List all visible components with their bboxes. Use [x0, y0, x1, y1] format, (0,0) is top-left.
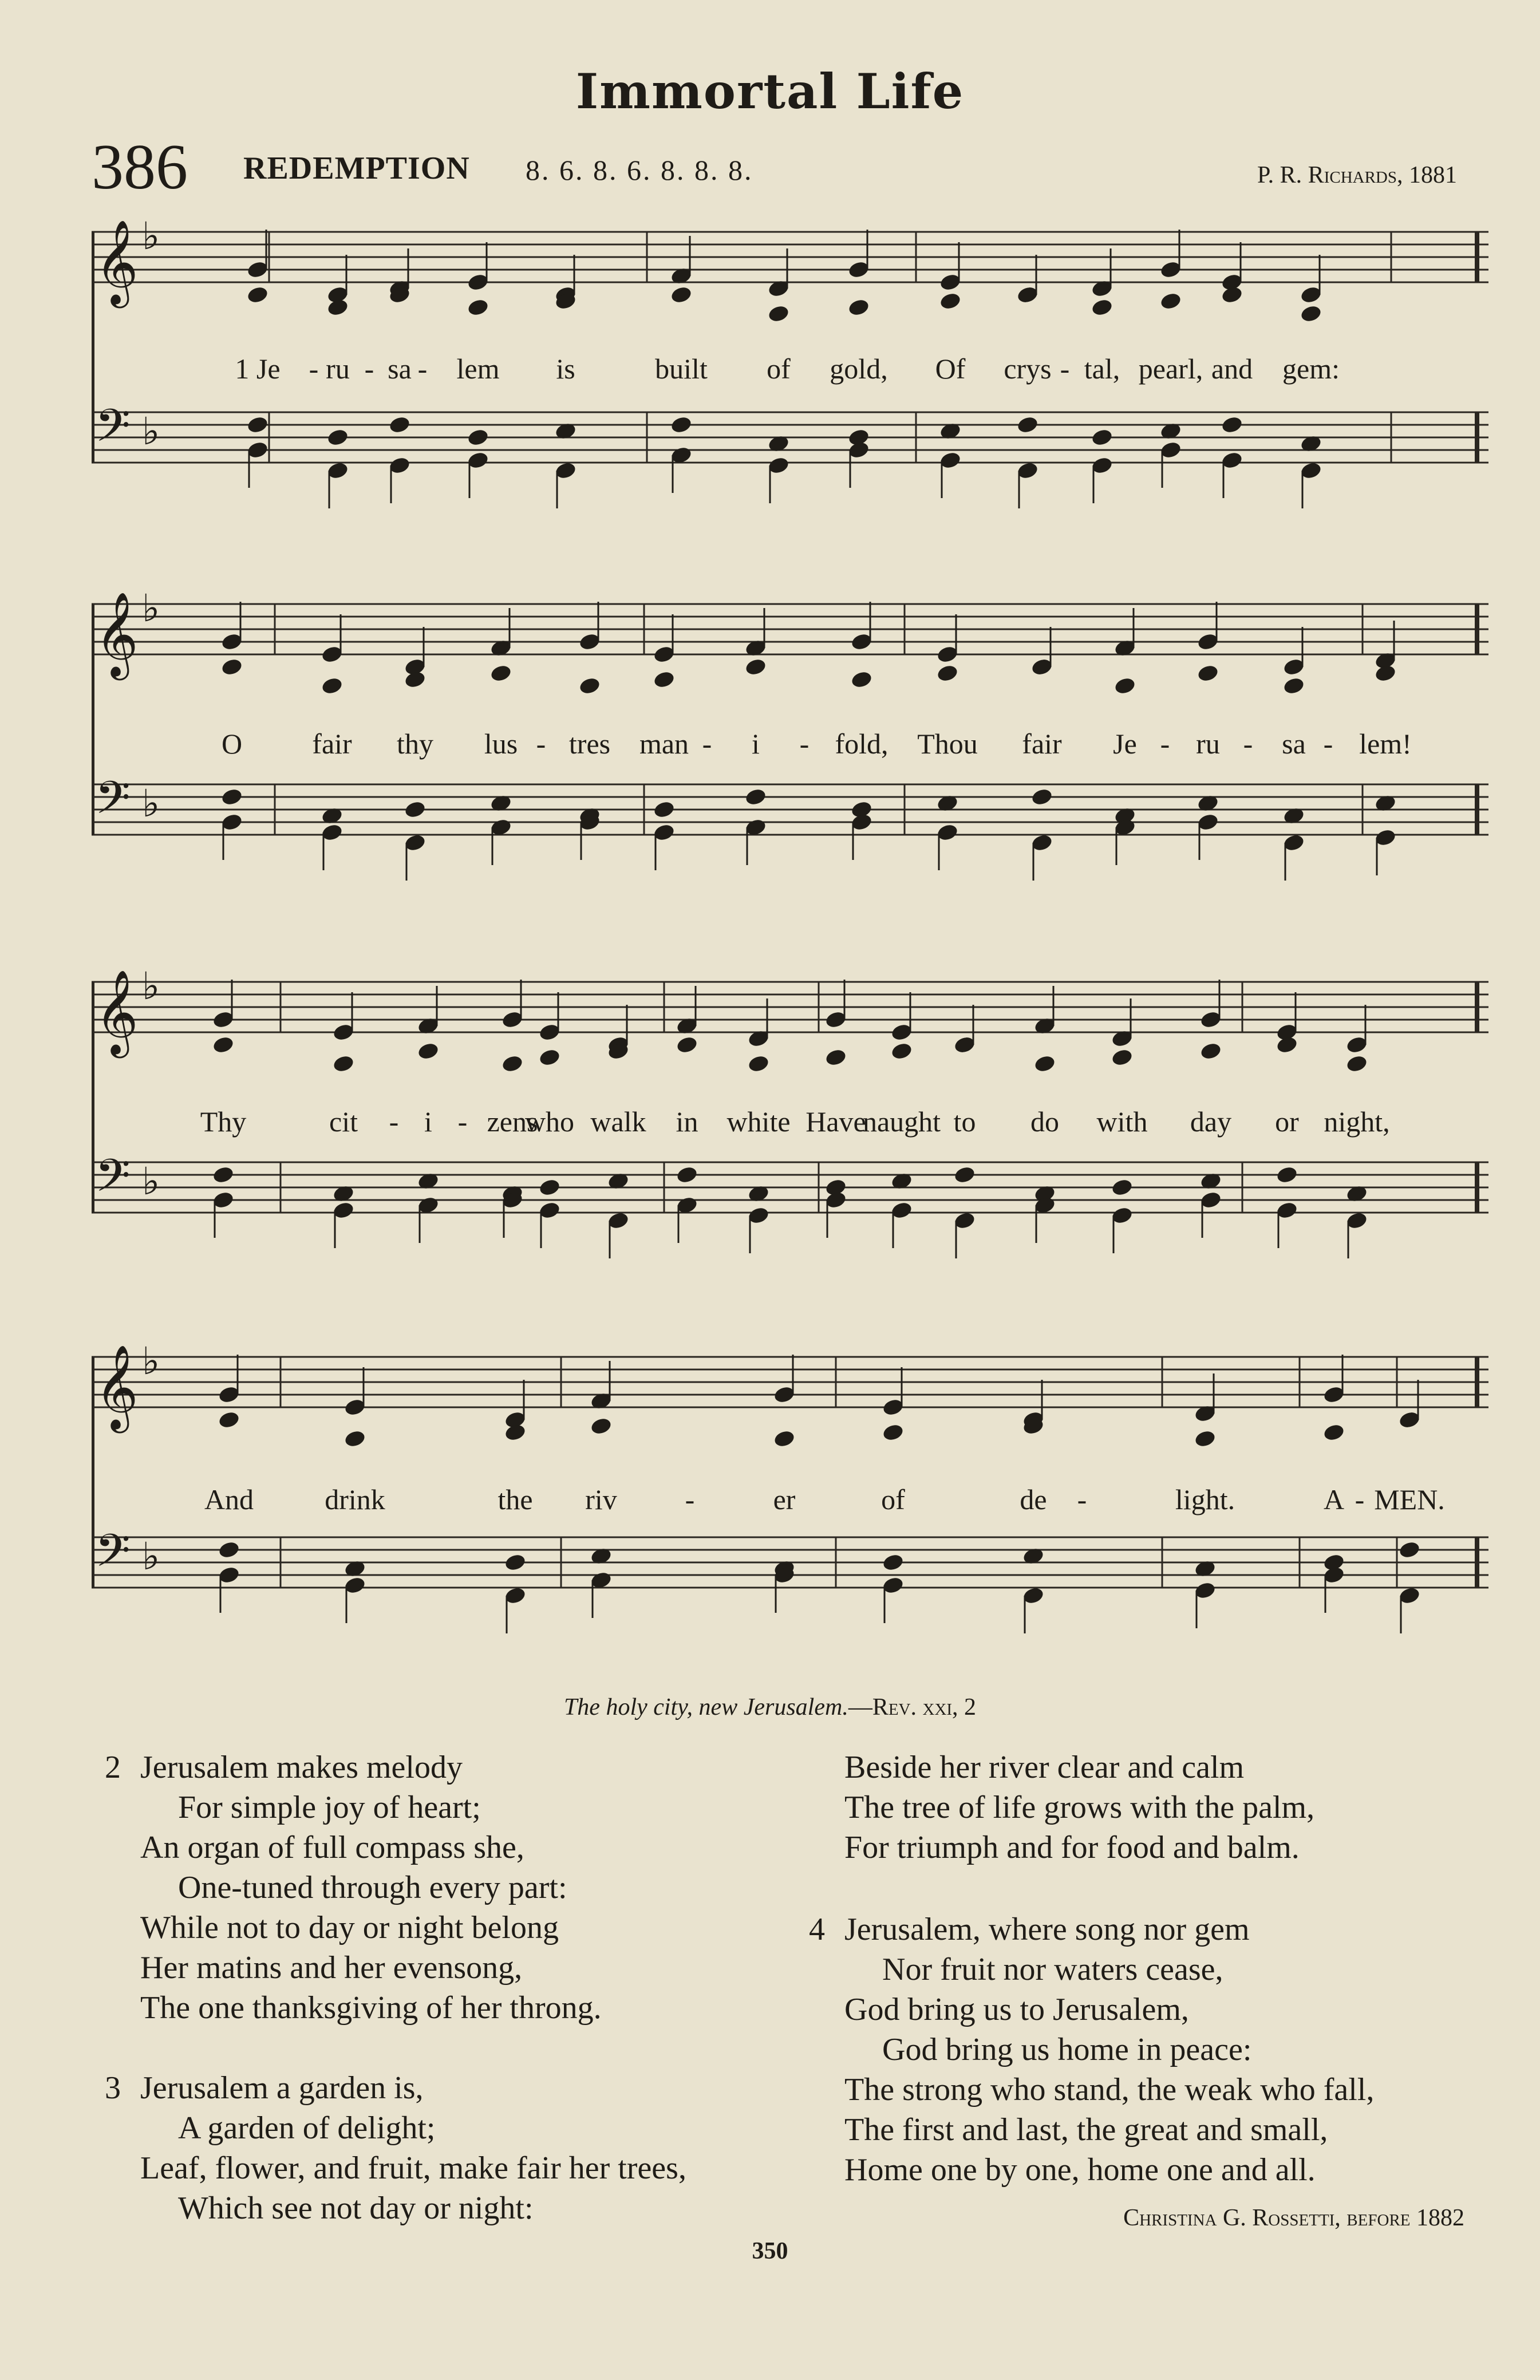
lyric-syllable: white — [726, 1106, 791, 1138]
composer-credit: P. R. Richards, 1881 — [1257, 162, 1457, 188]
stanza-line: A garden of delight; — [178, 2110, 436, 2146]
flat-sign: ♭ — [142, 218, 160, 258]
alto-note — [501, 1054, 524, 1073]
lyric-syllable: MEN. — [1374, 1483, 1445, 1515]
alto-note — [1197, 664, 1219, 683]
lyric-syllable: in — [676, 1106, 698, 1138]
bass-clef: 𝄢 — [95, 1524, 131, 1588]
stanza-number: 4 — [809, 1912, 825, 1947]
lyric-syllable: gold, — [830, 353, 888, 385]
lyric-syllable: light. — [1175, 1483, 1235, 1515]
lyric-syllable: - — [309, 353, 319, 385]
lyric-syllable: ru — [1196, 728, 1220, 760]
lyric-syllable: Of — [935, 353, 966, 385]
tenor-note — [1091, 428, 1113, 447]
stanza-line: Nor fruit nor waters cease, — [882, 1952, 1223, 1987]
lyric-syllable: man — [639, 728, 689, 760]
lyric-syllable: fair — [312, 728, 352, 760]
stanza — [809, 1909, 1375, 2190]
lyric-syllable: - — [417, 353, 428, 385]
alto-note — [936, 664, 959, 683]
lyric-syllable: built — [655, 353, 708, 385]
lyric-syllable: - — [685, 1483, 695, 1515]
lyric-syllable: drink — [325, 1483, 385, 1515]
lyric-syllable: Je — [1113, 728, 1137, 760]
tenor-note — [218, 1540, 240, 1560]
tenor-note — [467, 428, 489, 447]
author-credit: Christina G. Rossetti, before 1882 — [1123, 2205, 1464, 2231]
treble-clef: 𝄞 — [95, 969, 139, 1055]
tenor-note — [670, 415, 693, 435]
lyric-syllable: - — [799, 728, 810, 760]
music-system-2 — [92, 590, 1488, 910]
lyric-syllable: - — [389, 1106, 399, 1138]
lyric-syllable: - — [1355, 1483, 1365, 1515]
lyric-syllable: night, — [1324, 1106, 1390, 1138]
lyric-syllable: thy — [397, 728, 433, 760]
lyric-syllable: de — [1020, 1483, 1047, 1515]
flat-sign: ♭ — [142, 1534, 160, 1578]
lyric-syllable: cit — [329, 1106, 358, 1138]
alto-note — [1111, 1048, 1134, 1067]
lyric-syllable: naught — [862, 1106, 941, 1138]
alto-note — [1091, 298, 1113, 317]
alto-note — [1113, 676, 1136, 696]
bass-clef: 𝄢 — [95, 399, 131, 463]
hymn-number: 386 — [92, 132, 188, 203]
section-title: Immortal Life — [575, 63, 965, 120]
music-system-4 — [92, 1343, 1488, 1663]
alto-note — [1276, 1035, 1298, 1055]
tenor-note — [676, 1165, 698, 1185]
bass-clef: 𝄢 — [95, 771, 131, 835]
alto-note — [744, 657, 767, 677]
lyric-syllable: with — [1096, 1106, 1148, 1138]
lyric-syllable: walk — [590, 1106, 646, 1138]
alto-note — [218, 1410, 240, 1430]
bass-clef: 𝄢 — [95, 1149, 131, 1213]
flat-sign: ♭ — [142, 409, 160, 453]
stanza-line: An organ of full compass she, — [140, 1830, 524, 1865]
stanza-number: 2 — [105, 1750, 121, 1785]
lyric-syllable: Thou — [917, 728, 978, 760]
page-number: 350 — [752, 2238, 788, 2264]
lyric-syllable: - — [1160, 728, 1170, 760]
stanza-line: The first and last, the great and small, — [844, 2112, 1328, 2148]
alto-note — [1322, 1423, 1345, 1442]
stanza-line: Jerusalem, where song nor gem — [844, 1912, 1250, 1947]
lyric-syllable: day — [1190, 1106, 1232, 1138]
alto-note — [1194, 1429, 1217, 1448]
lyric-syllable: or — [1275, 1106, 1299, 1138]
tenor-note — [246, 415, 269, 435]
alto-note — [326, 298, 349, 317]
tenor-note — [212, 1165, 235, 1185]
lyric-syllable: sa — [1282, 728, 1306, 760]
lyric-syllable: - — [364, 353, 374, 385]
caption-text: The holy city, new Jerusalem. — [563, 1694, 848, 1720]
lyric-syllable: Have — [805, 1106, 866, 1138]
lyric-syllable: fold, — [835, 728, 889, 760]
lyric-syllable: do — [1030, 1106, 1059, 1138]
tune-name: REDEMPTION — [243, 151, 470, 186]
lyric-syllable: the — [497, 1483, 533, 1515]
tenor-note — [504, 1553, 527, 1572]
flat-sign: ♭ — [142, 968, 160, 1008]
alto-note — [504, 1423, 527, 1442]
lyric-syllable: - — [1060, 353, 1070, 385]
alto-note — [824, 1048, 847, 1067]
alto-note — [1282, 676, 1305, 696]
tenor-note — [1398, 1540, 1421, 1560]
stanza-line: Jerusalem a garden is, — [140, 2070, 424, 2106]
tenor-note — [882, 1553, 905, 1572]
stanza — [105, 2068, 686, 2228]
stanza-number: 3 — [105, 2070, 121, 2106]
lyric-syllable: And — [204, 1483, 254, 1515]
lyric-syllable: who — [524, 1106, 575, 1138]
alto-note — [670, 285, 693, 305]
tenor-note — [404, 800, 427, 819]
alto-note — [676, 1035, 698, 1055]
lyric-syllable: A — [1323, 1483, 1345, 1515]
stanza-line: Leaf, flower, and fruit, make fair her trees, — [140, 2150, 686, 2186]
treble-clef: 𝄞 — [95, 1344, 139, 1430]
tenor-note — [1221, 415, 1243, 435]
alto-note — [578, 676, 601, 696]
tenor-note — [538, 1178, 561, 1197]
flat-sign: ♭ — [142, 1159, 160, 1203]
stanza-line: One-tuned through every part: — [178, 1870, 567, 1905]
lyric-syllable: crys — [1004, 353, 1052, 385]
stanza-line: Her matins and her evensong, — [140, 1950, 523, 1986]
alto-note — [1300, 304, 1322, 323]
alto-note — [467, 298, 489, 317]
lyric-syllable: - — [702, 728, 712, 760]
stanza — [105, 1747, 602, 2028]
alto-note — [939, 291, 962, 311]
scripture-caption — [0, 1694, 1540, 1721]
alto-note — [220, 657, 243, 677]
alto-note — [847, 298, 870, 317]
alto-note — [773, 1429, 796, 1448]
treble-clef: 𝄞 — [95, 219, 139, 305]
alto-note — [1345, 1054, 1368, 1073]
lyric-syllable: lus — [484, 728, 518, 760]
tenor-note — [388, 415, 411, 435]
tenor-note — [326, 428, 349, 447]
stanza-line: The one thanksgiving of her throng. — [140, 1990, 602, 2026]
tenor-note — [1030, 787, 1053, 807]
alto-note — [882, 1423, 905, 1442]
alto-note — [1159, 291, 1182, 311]
score-staff — [92, 590, 1488, 910]
alto-note — [590, 1416, 613, 1436]
stanza-line: For triumph and for food and balm. — [844, 1830, 1300, 1865]
music-system-1 — [92, 218, 1488, 538]
alto-note — [1374, 664, 1397, 683]
tenor-note — [1111, 1178, 1134, 1197]
stanza-line: God bring us home in peace: — [882, 2032, 1252, 2067]
lyric-syllable: fair — [1022, 728, 1062, 760]
stanza-line: The tree of life grows with the palm, — [844, 1790, 1315, 1825]
lyric-syllable: - — [457, 1106, 468, 1138]
lyric-syllable: i — [752, 728, 760, 760]
alto-note — [890, 1041, 913, 1061]
alto-note — [1033, 1054, 1056, 1073]
lyric-syllable: i — [424, 1106, 432, 1138]
lyric-syllable: riv — [585, 1483, 617, 1515]
flat-sign: ♭ — [142, 1343, 160, 1383]
lyric-syllable: - — [1243, 728, 1253, 760]
lyric-syllable: of — [767, 353, 791, 385]
lyric-syllable: Thy — [200, 1106, 247, 1138]
lyric-syllable: pearl, — [1138, 353, 1203, 385]
lyric-syllable: tal, — [1084, 353, 1120, 385]
stanza-line: The strong who stand, the weak who fall, — [844, 2072, 1375, 2107]
alto-note — [489, 664, 512, 683]
lyric-syllable: 1 Je — [235, 353, 281, 385]
alto-note — [767, 304, 790, 323]
music-system-3 — [92, 968, 1488, 1288]
stanza-line: God bring us to Jerusalem, — [844, 1992, 1189, 2027]
lyric-syllable: O — [221, 728, 243, 760]
alto-note — [404, 670, 427, 689]
tenor-note — [1016, 415, 1039, 435]
alto-note — [1199, 1041, 1222, 1061]
lyric-syllable: sa — [388, 353, 412, 385]
flat-sign: ♭ — [142, 782, 160, 826]
tenor-note — [953, 1165, 976, 1185]
stanza — [844, 1747, 1314, 1868]
lyric-syllable: zens — [487, 1106, 538, 1138]
alto-note — [343, 1429, 366, 1448]
lyric-syllable: gem: — [1282, 353, 1340, 385]
lyric-syllable: lem! — [1359, 728, 1412, 760]
lyric-syllable: ru — [326, 353, 350, 385]
stanza-line: Home one by one, home one and all. — [844, 2152, 1316, 2188]
lyric-syllable: of — [881, 1483, 905, 1515]
stanza-line: For simple joy of heart; — [178, 1790, 481, 1825]
alto-note — [653, 670, 676, 689]
alto-note — [747, 1054, 770, 1073]
alto-note — [332, 1054, 355, 1073]
alto-note — [850, 670, 873, 689]
stanza-line: Which see not day or night: — [178, 2190, 534, 2226]
lyric-syllable: to — [953, 1106, 976, 1138]
tenor-note — [220, 787, 243, 807]
stanza-line: Jerusalem makes melody — [140, 1750, 463, 1785]
alto-note — [538, 1048, 561, 1067]
alto-note — [1221, 285, 1243, 305]
tenor-note — [744, 787, 767, 807]
tenor-note — [653, 800, 676, 819]
lyric-syllable: is — [556, 353, 575, 385]
lyric-syllable: - — [536, 728, 546, 760]
flat-sign: ♭ — [142, 590, 160, 630]
lyric-syllable: tres — [568, 728, 611, 760]
treble-clef: 𝄞 — [95, 591, 139, 677]
stanza-line: While not to day or night belong — [140, 1910, 559, 1945]
alto-note — [212, 1035, 235, 1055]
caption-reference: —Rev. xxi, 2 — [848, 1694, 977, 1720]
alto-note — [321, 676, 343, 696]
lyric-syllable: er — [773, 1483, 796, 1515]
tenor-note — [1276, 1165, 1298, 1185]
meter: 8. 6. 8. 6. 8. 8. 8. — [526, 154, 753, 186]
alto-note — [246, 285, 269, 305]
lyric-syllable: and — [1211, 353, 1253, 385]
stanza-line: Beside her river clear and calm — [844, 1750, 1245, 1785]
lyric-syllable: - — [1077, 1483, 1087, 1515]
alto-note — [417, 1041, 440, 1061]
lyric-syllable: - — [1323, 728, 1333, 760]
lyric-syllable: lem — [456, 353, 500, 385]
